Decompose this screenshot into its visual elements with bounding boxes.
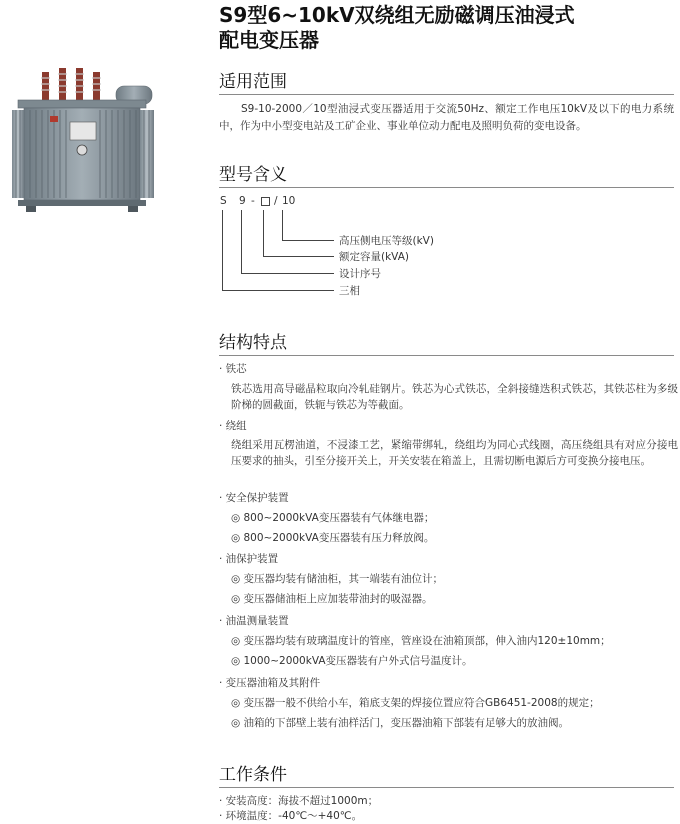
title-line-2: 配电变压器 xyxy=(219,28,319,52)
section-scope-heading xyxy=(219,67,674,92)
title-line-1: S9型6~10kV双绕组无励磁调压油浸式 xyxy=(219,3,575,27)
temp-title: · 油温测量装置 xyxy=(219,615,289,627)
oil-item-2: ◎ 变压器储油柜上应加装带油封的吸湿器。 xyxy=(231,593,433,605)
safety-item-1: ◎ 800~2000kVA变压器装有气体继电器； xyxy=(231,512,435,524)
scope-heading-text: 适用范围 xyxy=(219,72,287,92)
label-phase: 三相 xyxy=(339,285,360,297)
tank-item-1: ◎ 变压器一般不供给小车，箱底支架的焊接位置应符合GB6451-2008的规定； xyxy=(231,697,600,709)
line-design-v xyxy=(241,210,242,273)
line-voltage-v xyxy=(282,210,283,240)
section-conditions-heading xyxy=(219,760,674,785)
code-slash: / xyxy=(274,195,278,207)
line-capacity-v xyxy=(263,210,264,256)
winding-title: · 绕组 xyxy=(219,420,247,432)
tank-title: · 变压器油箱及其附件 xyxy=(219,677,321,689)
model-heading-text: 型号含义 xyxy=(219,165,287,185)
section-model-heading xyxy=(219,160,674,185)
safety-item-2: ◎ 800~2000kVA变压器装有压力释放阀。 xyxy=(231,532,435,544)
safety-title: · 安全保护装置 xyxy=(219,492,289,504)
line-capacity-h xyxy=(263,256,334,257)
oil-title: · 油保护装置 xyxy=(219,553,279,565)
scope-paragraph xyxy=(219,101,674,135)
core-title: · 铁芯 xyxy=(219,363,247,375)
condition-altitude: · 安装高度：海拔不超过1000m； xyxy=(219,795,379,807)
condition-temperature: · 环境温度：-40℃～+40℃。 xyxy=(219,810,363,822)
code-ten: 10 xyxy=(282,195,296,207)
line-phase-h xyxy=(222,290,334,291)
conditions-heading-text: 工作条件 xyxy=(219,765,287,785)
core-text: 铁芯选用高导磁晶粒取向冷轧硅钢片。铁芯为心式铁芯，全斜接缝迭积式铁芯，其铁芯柱为多级阶梯的圆截面，铁轭与铁芯为等截面。 xyxy=(231,383,678,411)
temp-item-2: ◎ 1000~2000kVA变压器装有户外式信号温度计。 xyxy=(231,655,473,667)
tank-item-2: ◎ 油箱的下部壁上装有油样活门，变压器油箱下部装有足够大的放油阀。 xyxy=(231,717,569,729)
oil-item-1: ◎ 变压器均装有储油柜，其一端装有油位计； xyxy=(231,573,443,585)
transformer-photo xyxy=(4,64,164,216)
label-voltage: 高压侧电压等级(kV) xyxy=(339,235,434,247)
temp-item-1: ◎ 变压器均装有玻璃温度计的管座，管座设在油箱顶部，伸入油内120±10mm； xyxy=(231,635,611,647)
code-s: S xyxy=(220,195,227,207)
code-nine: 9 xyxy=(239,195,246,207)
scope-text: S9-10-2000／10型油浸式变压器适用于交流50Hz、额定工作电压10kV及以下的电力系统中，作为中小型变电站及工矿企业、事业单位动力配电及照明负荷的变电设备。 xyxy=(219,103,674,132)
page-title xyxy=(219,3,659,53)
code-capacity-box xyxy=(261,197,270,206)
scope-divider xyxy=(219,94,674,95)
conditions-divider xyxy=(219,787,674,788)
line-phase-v xyxy=(222,210,223,290)
label-capacity: 额定容量(kVA) xyxy=(339,251,409,263)
line-design-h xyxy=(241,273,334,274)
label-design: 设计序号 xyxy=(339,268,381,280)
structure-heading-text: 结构特点 xyxy=(219,333,287,353)
code-dash: - xyxy=(251,195,255,207)
line-voltage-h xyxy=(282,240,334,241)
model-divider xyxy=(219,187,674,188)
section-structure-heading xyxy=(219,328,674,353)
winding-text: 绕组采用瓦楞油道，不浸漆工艺，紧缩带绑轧，绕组均为同心式线圈，高压绕组具有对应分接电压要求的抽头，引至分接开关上，开关安装在箱盖上，且需切断电源后方可变换分接电压。 xyxy=(231,439,678,467)
structure-divider xyxy=(219,355,674,356)
